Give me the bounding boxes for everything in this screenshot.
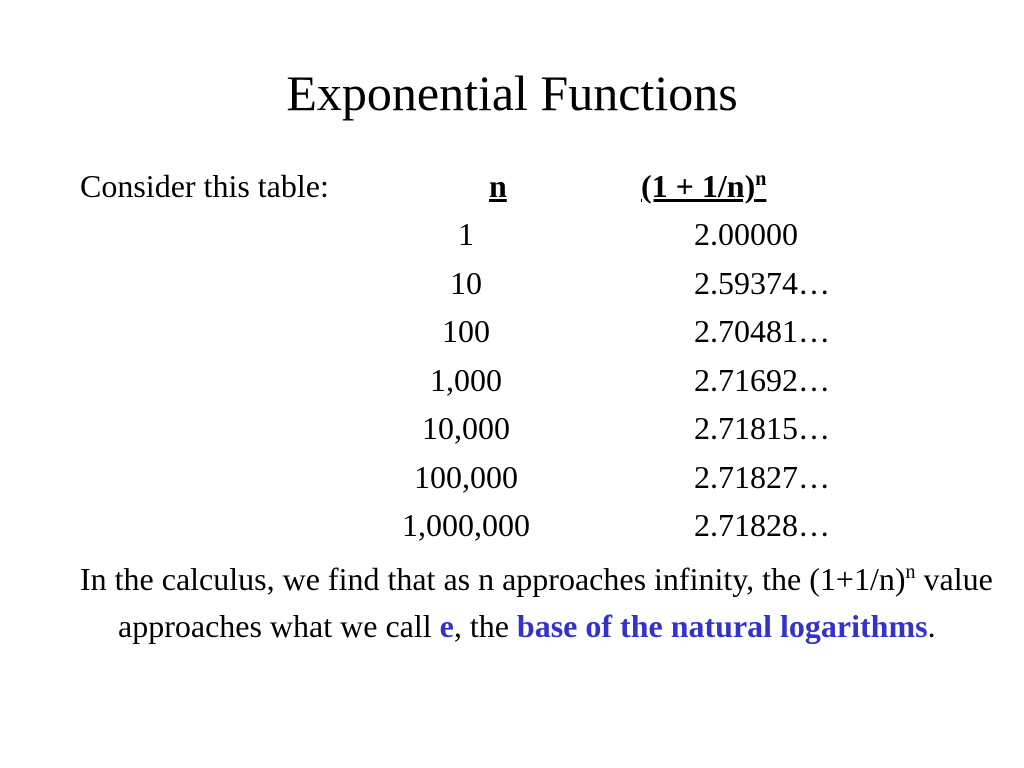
paragraph-text-3: , the [453,608,517,644]
table-cell-value: 2.71692… [694,361,830,398]
paragraph-text-1: In the calculus, we find that as n approaches infinity, the (1+1/n) [80,561,906,597]
intro-text: Consider this table: [80,168,329,204]
table-row [0,261,1024,310]
paragraph-exponent: n [905,561,916,583]
conclusion-paragraph [80,556,998,650]
table-row [0,309,1024,358]
paragraph-text-4: . [927,608,936,644]
table-header-expression [641,166,766,206]
table-row [0,503,1024,552]
table-header-expression-exponent: n [755,168,767,190]
table-cell-n: 100,000 [414,458,518,495]
table-header-expression-base: (1 + 1/n) [641,168,756,204]
table-cell-n: 10,000 [422,410,510,446]
table-row [0,455,1024,504]
table-cell-value: 2.59374… [694,264,830,301]
natural-log-highlight: base of the natural logarithms [516,608,928,644]
table-cell-n: 10 [450,264,482,301]
table-cell-value: 2.70481… [694,313,830,349]
table-cell-n: 1 [458,216,474,252]
table-cell-value: 2.71828… [694,507,830,543]
table-header-n-label: n [489,168,507,204]
table-row [0,358,1024,407]
table-cell-value: 2.71815… [694,410,830,446]
table-cell-value: 2.71827… [694,458,830,495]
table-cell-n: 1,000 [430,361,502,398]
slide-title: Exponential Functions [286,65,738,121]
table-cell-n: 1,000,000 [402,507,530,543]
table-body [0,212,1024,552]
paragraph-text-2: value approaches what we call [118,561,993,644]
table-cell-n: 100 [442,313,490,349]
table-row [0,406,1024,455]
table-cell-value: 2.00000 [694,216,798,252]
euler-e: e [439,608,454,644]
table-header-n [489,166,507,206]
table-row [0,212,1024,261]
